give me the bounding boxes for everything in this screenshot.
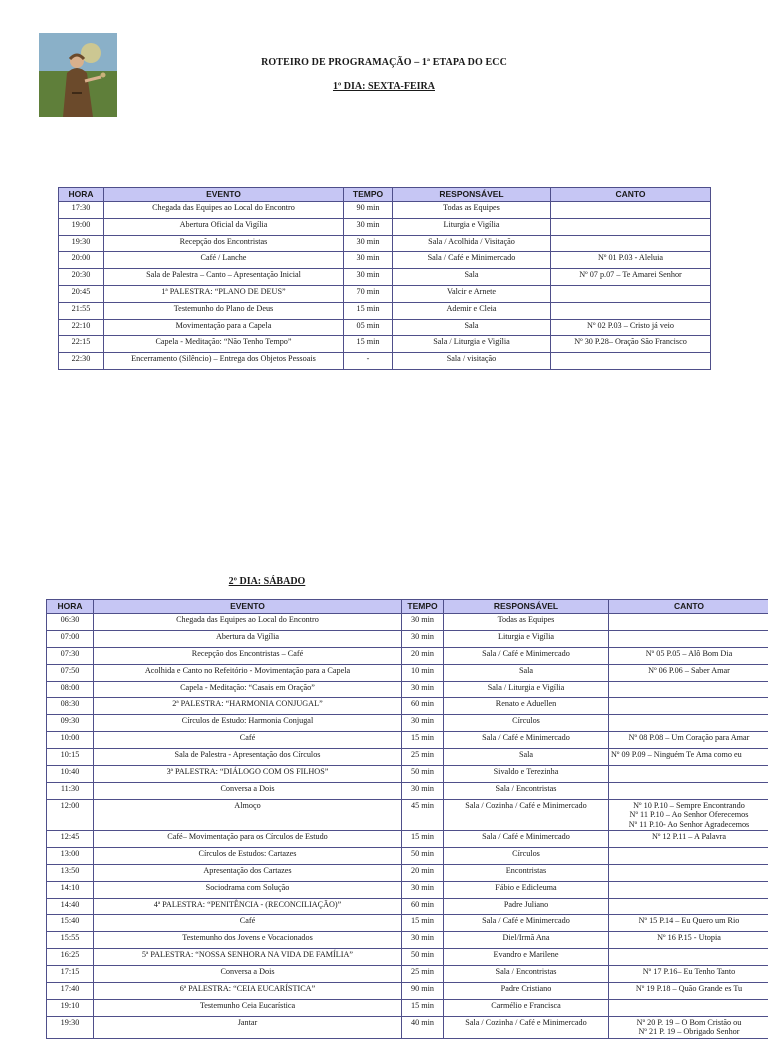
- cell-tempo: 15 min: [344, 302, 393, 319]
- cell-tempo: 20 min: [402, 864, 444, 881]
- table-row: [47, 614, 768, 631]
- cell-canto: [551, 353, 711, 370]
- day1-title: 1º DIA: SEXTA-FEIRA: [0, 81, 768, 92]
- cell-tempo: 30 min: [402, 630, 444, 647]
- cell-tempo: 60 min: [402, 898, 444, 915]
- cell-tempo: 30 min: [402, 715, 444, 732]
- cell-responsavel: Sala / Café e Minimercado: [444, 915, 609, 932]
- cell-evento: Testemunho do Plano de Deus: [104, 302, 344, 319]
- table-header-row: [59, 188, 711, 202]
- cell-canto: [609, 1016, 768, 1038]
- cell-hora: 10:15: [47, 749, 94, 766]
- cell-evento: Café / Lanche: [104, 252, 344, 269]
- cell-responsavel: Sala / Cozinha / Café e Minimercado: [444, 1016, 609, 1038]
- col-tempo: TEMPO: [402, 600, 444, 614]
- cell-tempo: 40 min: [402, 1016, 444, 1038]
- cell-responsavel: Sala / Café e Minimercado: [444, 732, 609, 749]
- cell-tempo: 60 min: [402, 698, 444, 715]
- cell-responsavel: Valcir e Arnete: [393, 285, 551, 302]
- cell-tempo: 50 min: [402, 766, 444, 783]
- cell-tempo: 30 min: [402, 881, 444, 898]
- cell-hora: 14:10: [47, 881, 94, 898]
- table-row: [47, 949, 768, 966]
- cell-canto: Nº 19 P.18 – Quão Grande es Tu: [609, 983, 768, 1000]
- cell-tempo: 30 min: [344, 252, 393, 269]
- cell-hora: 21:55: [59, 302, 104, 319]
- table-row: [47, 698, 768, 715]
- cell-responsavel: Todas as Equipes: [393, 202, 551, 219]
- table-row: [47, 831, 768, 848]
- table-row: [59, 252, 711, 269]
- cell-responsavel: Sala / Cozinha / Café e Minimercado: [444, 799, 609, 830]
- cell-tempo: 15 min: [344, 336, 393, 353]
- day2-schedule-table: [46, 599, 768, 1039]
- table-row: [59, 302, 711, 319]
- col-responsavel: RESPONSÁVEL: [444, 600, 609, 614]
- cell-tempo: 15 min: [402, 999, 444, 1016]
- cell-tempo: 30 min: [402, 614, 444, 631]
- cell-canto: [551, 285, 711, 302]
- cell-responsavel: Sala / visitação: [393, 353, 551, 370]
- cell-canto: [609, 782, 768, 799]
- cell-evento: Encerramento (Silêncio) – Entrega dos Objetos Pessoais: [104, 353, 344, 370]
- cell-hora: 22:10: [59, 319, 104, 336]
- cell-evento: Café: [94, 732, 402, 749]
- cell-tempo: 20 min: [402, 647, 444, 664]
- cell-tempo: 50 min: [402, 949, 444, 966]
- cell-evento: Conversa a Dois: [94, 966, 402, 983]
- cell-hora: 08:00: [47, 681, 94, 698]
- cell-evento: Jantar: [94, 1016, 402, 1038]
- cell-canto: Nº 01 P.03 - Aleluia: [551, 252, 711, 269]
- cell-canto: [609, 715, 768, 732]
- cell-evento: Círculos de Estudos: Cartazes: [94, 847, 402, 864]
- table-row: [47, 898, 768, 915]
- cell-evento: 6ª PALESTRA: “CEIA EUCARÍSTICA”: [94, 983, 402, 1000]
- cell-evento: Capela - Meditação: “Não Tenho Tempo”: [104, 336, 344, 353]
- cell-evento: Café– Movimentação para os Círculos de Estudo: [94, 831, 402, 848]
- cell-responsavel: Sala / Encontristas: [444, 782, 609, 799]
- cell-canto: Nº 12 P.11 – A Palavra: [609, 831, 768, 848]
- table-row: [47, 847, 768, 864]
- canto-line: Nº 21 P. 19 – Obrigado Senhor: [611, 1027, 767, 1036]
- cell-responsavel: Todas as Equipes: [444, 614, 609, 631]
- cell-hora: 22:15: [59, 336, 104, 353]
- cell-canto: Nº 08 P.08 – Um Coração para Amar: [609, 732, 768, 749]
- cell-hora: 17:15: [47, 966, 94, 983]
- cell-responsavel: Sala / Café e Minimercado: [444, 831, 609, 848]
- cell-hora: 12:45: [47, 831, 94, 848]
- cell-canto: [609, 881, 768, 898]
- cell-canto: [551, 235, 711, 252]
- cell-evento: Testemunho dos Jovens e Vocacionados: [94, 932, 402, 949]
- cell-tempo: 30 min: [402, 681, 444, 698]
- cell-canto: Nº 15 P.14 – Eu Quero um Rio: [609, 915, 768, 932]
- canto-line: Nº 11 P.10- Ao Senhor Agradecemos: [611, 820, 767, 829]
- cell-responsavel: Sala: [393, 269, 551, 286]
- cell-responsavel: Evandro e Marilene: [444, 949, 609, 966]
- cell-canto: Nº 02 P.03 – Cristo já veio: [551, 319, 711, 336]
- cell-hora: 20:45: [59, 285, 104, 302]
- col-responsavel: RESPONSÁVEL: [393, 188, 551, 202]
- cell-responsavel: Ademir e Cleia: [393, 302, 551, 319]
- cell-canto: Nº 07 p.07 – Te Amarei Senhor: [551, 269, 711, 286]
- col-hora: HORA: [59, 188, 104, 202]
- cell-canto: Nº 16 P.15 - Utopia: [609, 932, 768, 949]
- table-row: [59, 336, 711, 353]
- table-row: [47, 864, 768, 881]
- table-row: [59, 218, 711, 235]
- cell-canto: Nº 06 P.06 – Saber Amar: [609, 664, 768, 681]
- table-row: [59, 319, 711, 336]
- cell-evento: Sala de Palestra – Canto – Apresentação Inicial: [104, 269, 344, 286]
- cell-tempo: 90 min: [344, 202, 393, 219]
- cell-canto: [609, 799, 768, 830]
- cell-hora: 07:30: [47, 647, 94, 664]
- cell-canto: [551, 302, 711, 319]
- cell-responsavel: Padre Cristiano: [444, 983, 609, 1000]
- cell-evento: 3ª PALESTRA: “DIÁLOGO COM OS FILHOS”: [94, 766, 402, 783]
- cell-hora: 12:00: [47, 799, 94, 830]
- table-row: [47, 715, 768, 732]
- cell-evento: Sociodrama com Solução: [94, 881, 402, 898]
- cell-evento: Abertura Oficial da Vigília: [104, 218, 344, 235]
- col-evento: EVENTO: [104, 188, 344, 202]
- table-row: [47, 630, 768, 647]
- cell-evento: Movimentação para a Capela: [104, 319, 344, 336]
- cell-responsavel: Sivaldo e Terezinha: [444, 766, 609, 783]
- col-canto: CANTO: [551, 188, 711, 202]
- table-row: [59, 235, 711, 252]
- cell-evento: Chegada das Equipes ao Local do Encontro: [104, 202, 344, 219]
- table-row: [47, 766, 768, 783]
- table-row: [47, 647, 768, 664]
- cell-canto: [609, 999, 768, 1016]
- cell-hora: 20:00: [59, 252, 104, 269]
- cell-tempo: 25 min: [402, 749, 444, 766]
- cell-canto: [609, 614, 768, 631]
- cell-hora: 15:40: [47, 915, 94, 932]
- cell-tempo: 30 min: [344, 218, 393, 235]
- cell-evento: Recepção dos Encontristas – Café: [94, 647, 402, 664]
- cell-hora: 06:30: [47, 614, 94, 631]
- cell-evento: Apresentação dos Cartazes: [94, 864, 402, 881]
- cell-hora: 19:10: [47, 999, 94, 1016]
- cell-tempo: 15 min: [402, 831, 444, 848]
- cell-responsavel: Sala / Café e Minimercado: [393, 252, 551, 269]
- cell-evento: Capela - Meditação: “Casais em Oração”: [94, 681, 402, 698]
- table-row: [59, 202, 711, 219]
- col-evento: EVENTO: [94, 600, 402, 614]
- cell-canto: Nº 30 P.28– Oração São Francisco: [551, 336, 711, 353]
- cell-tempo: -: [344, 353, 393, 370]
- cell-responsavel: Círculos: [444, 715, 609, 732]
- cell-responsavel: Fábio e Edicleuma: [444, 881, 609, 898]
- table-row: [59, 353, 711, 370]
- cell-evento: Sala de Palestra - Apresentação dos Círculos: [94, 749, 402, 766]
- cell-tempo: 50 min: [402, 847, 444, 864]
- cell-canto: [609, 949, 768, 966]
- table-row: [47, 681, 768, 698]
- table-row: [47, 932, 768, 949]
- table-row: [47, 881, 768, 898]
- cell-canto: [551, 218, 711, 235]
- cell-tempo: 25 min: [402, 966, 444, 983]
- cell-responsavel: Círculos: [444, 847, 609, 864]
- cell-evento: Acolhida e Canto no Refeitório - Movimentação para a Capela: [94, 664, 402, 681]
- cell-hora: 17:30: [59, 202, 104, 219]
- cell-tempo: 70 min: [344, 285, 393, 302]
- cell-canto: [609, 630, 768, 647]
- table-header-row: [47, 600, 768, 614]
- cell-responsavel: Sala / Café e Minimercado: [444, 647, 609, 664]
- cell-evento: Café: [94, 915, 402, 932]
- table-row: [47, 732, 768, 749]
- canto-line: Nº 10 P.10 – Sempre Encontrando: [611, 801, 767, 810]
- cell-responsavel: Sala / Liturgia e Vigília: [444, 681, 609, 698]
- cell-responsavel: Sala / Encontristas: [444, 966, 609, 983]
- canto-line: Nº 20 P. 19 – O Bom Cristão ou: [611, 1018, 767, 1027]
- cell-responsavel: Renato e Aduellen: [444, 698, 609, 715]
- cell-evento: Conversa a Dois: [94, 782, 402, 799]
- cell-responsavel: Sala / Acolhida / Visitação: [393, 235, 551, 252]
- cell-evento: Chegada das Equipes ao Local do Encontro: [94, 614, 402, 631]
- cell-hora: 20:30: [59, 269, 104, 286]
- cell-canto: [609, 898, 768, 915]
- cell-hora: 17:40: [47, 983, 94, 1000]
- cell-evento: Recepção dos Encontristas: [104, 235, 344, 252]
- cell-hora: 11:30: [47, 782, 94, 799]
- cell-tempo: 45 min: [402, 799, 444, 830]
- cell-responsavel: Carmélio e Francisca: [444, 999, 609, 1016]
- cell-evento: Almoço: [94, 799, 402, 830]
- table-row: [47, 799, 768, 830]
- day1-schedule-table: [58, 187, 711, 370]
- document-title: ROTEIRO DE PROGRAMAÇÃO – 1ª ETAPA DO ECC: [0, 57, 768, 68]
- canto-line: Nº 11 P.10 – Ao Senhor Oferecemos: [611, 810, 767, 819]
- cell-hora: 08:30: [47, 698, 94, 715]
- table-row: [47, 749, 768, 766]
- table-row: [47, 999, 768, 1016]
- cell-tempo: 15 min: [402, 732, 444, 749]
- cell-hora: 10:00: [47, 732, 94, 749]
- cell-canto: [609, 766, 768, 783]
- cell-responsavel: Sala: [444, 664, 609, 681]
- col-hora: HORA: [47, 600, 94, 614]
- cell-canto: Nº 09 P.09 – Ninguém Te Ama como eu: [609, 749, 768, 766]
- cell-canto: Nº 05 P.05 – Alô Bom Dia: [609, 647, 768, 664]
- cell-tempo: 10 min: [402, 664, 444, 681]
- cell-evento: 2ª PALESTRA: “HARMONIA CONJUGAL”: [94, 698, 402, 715]
- cell-evento: 1ª PALESTRA: “PLANO DE DEUS”: [104, 285, 344, 302]
- cell-hora: 13:00: [47, 847, 94, 864]
- cell-canto: [609, 847, 768, 864]
- cell-tempo: 30 min: [402, 932, 444, 949]
- cell-canto: [609, 698, 768, 715]
- cell-hora: 19:00: [59, 218, 104, 235]
- table-row: [47, 915, 768, 932]
- cell-canto: [609, 864, 768, 881]
- cell-canto: [609, 681, 768, 698]
- cell-tempo: 05 min: [344, 319, 393, 336]
- cell-evento: Abertura da Vigília: [94, 630, 402, 647]
- cell-responsavel: Sala: [444, 749, 609, 766]
- cell-evento: 4ª PALESTRA: “PENITÊNCIA - (RECONCILIAÇÃO)”: [94, 898, 402, 915]
- cell-hora: 14:40: [47, 898, 94, 915]
- cell-tempo: 15 min: [402, 915, 444, 932]
- cell-hora: 19:30: [47, 1016, 94, 1038]
- cell-tempo: 30 min: [344, 269, 393, 286]
- col-canto: CANTO: [609, 600, 768, 614]
- saint-image: [39, 33, 117, 117]
- cell-evento: 5ª PALESTRA: “NOSSA SENHORA NA VIDA DE FAMÍLIA”: [94, 949, 402, 966]
- cell-hora: 19:30: [59, 235, 104, 252]
- table-row: [47, 966, 768, 983]
- table-row: [47, 983, 768, 1000]
- cell-responsavel: Sala / Liturgia e Vigília: [393, 336, 551, 353]
- table-row: [59, 269, 711, 286]
- cell-responsavel: Liturgia e Vigília: [444, 630, 609, 647]
- cell-hora: 13:50: [47, 864, 94, 881]
- cell-responsavel: Diel/Irmã Ana: [444, 932, 609, 949]
- cell-hora: 07:50: [47, 664, 94, 681]
- cell-responsavel: Liturgia e Vigília: [393, 218, 551, 235]
- cell-responsavel: Encontristas: [444, 864, 609, 881]
- day2-title: 2º DIA: SÁBADO: [226, 576, 308, 587]
- cell-tempo: 30 min: [402, 782, 444, 799]
- cell-tempo: 90 min: [402, 983, 444, 1000]
- cell-tempo: 30 min: [344, 235, 393, 252]
- cell-hora: 15:55: [47, 932, 94, 949]
- col-tempo: TEMPO: [344, 188, 393, 202]
- table-row: [59, 285, 711, 302]
- table-row: [47, 782, 768, 799]
- table-row: [47, 664, 768, 681]
- cell-responsavel: Padre Juliano: [444, 898, 609, 915]
- cell-evento: Testemunho Ceia Eucarística: [94, 999, 402, 1016]
- cell-canto: Nº 17 P.16– Eu Tenho Tanto: [609, 966, 768, 983]
- cell-canto: [551, 202, 711, 219]
- cell-responsavel: Sala: [393, 319, 551, 336]
- cell-hora: 10:40: [47, 766, 94, 783]
- table-row: [47, 1016, 768, 1038]
- cell-hora: 07:00: [47, 630, 94, 647]
- cell-hora: 09:30: [47, 715, 94, 732]
- cell-hora: 22:30: [59, 353, 104, 370]
- cell-hora: 16:25: [47, 949, 94, 966]
- cell-evento: Círculos de Estudo: Harmonia Conjugal: [94, 715, 402, 732]
